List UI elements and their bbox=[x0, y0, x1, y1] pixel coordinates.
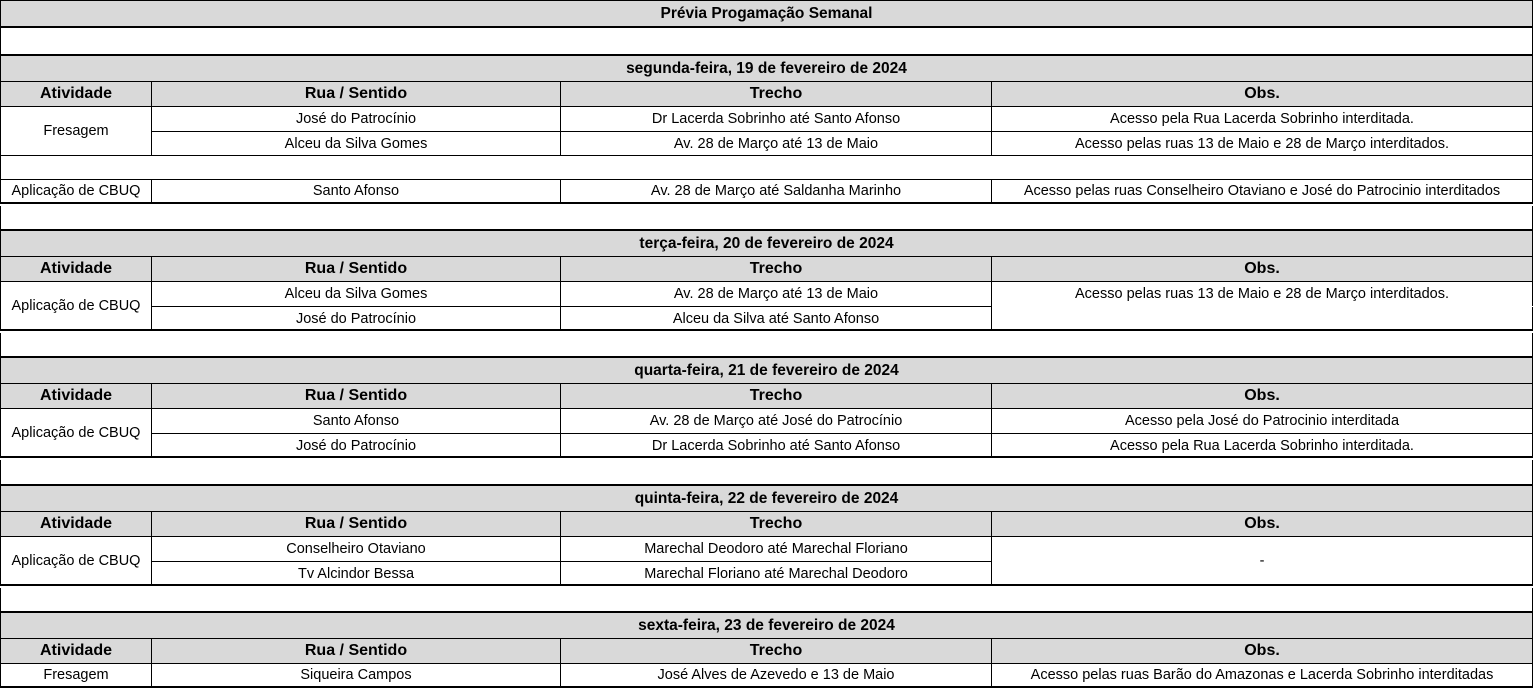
day-date: quinta-feira, 22 de fevereiro de 2024 bbox=[634, 489, 899, 507]
col-obs: Obs. bbox=[992, 512, 1533, 536]
trecho-cell: Av. 28 de Março até 13 de Maio bbox=[561, 282, 992, 306]
table-row bbox=[0, 107, 1533, 131]
column-header-row bbox=[0, 639, 1533, 664]
obs-cell bbox=[992, 307, 1533, 331]
column-header-row bbox=[0, 82, 1533, 107]
col-trecho: Trecho bbox=[561, 512, 992, 536]
col-obs: Obs. bbox=[992, 639, 1533, 663]
col-trecho: Trecho bbox=[561, 257, 992, 281]
obs-cell: Acesso pelas ruas 13 de Maio e 28 de Março interditados. bbox=[992, 132, 1533, 156]
col-trecho: Trecho bbox=[561, 82, 992, 106]
col-rua: Rua / Sentido bbox=[152, 82, 561, 106]
table-row bbox=[0, 282, 1533, 306]
table-row bbox=[0, 434, 1533, 458]
table-row bbox=[0, 537, 1533, 561]
col-rua: Rua / Sentido bbox=[152, 639, 561, 663]
activity-cell: Fresagem bbox=[0, 664, 152, 686]
table-row bbox=[0, 409, 1533, 433]
spacer-row bbox=[0, 156, 1533, 180]
trecho-cell: Marechal Deodoro até Marechal Floriano bbox=[561, 537, 992, 561]
obs-merged-cell: - bbox=[992, 537, 1533, 584]
obs-cell: Acesso pelas ruas 13 de Maio e 28 de Março interditados. bbox=[992, 282, 1533, 306]
day-header bbox=[0, 611, 1533, 639]
rua-cell: Siqueira Campos bbox=[152, 664, 561, 686]
day-header bbox=[0, 356, 1533, 384]
trecho-cell: José Alves de Azevedo e 13 de Maio bbox=[561, 664, 992, 686]
col-obs: Obs. bbox=[992, 257, 1533, 281]
col-rua: Rua / Sentido bbox=[152, 384, 561, 408]
col-atividade: Atividade bbox=[0, 384, 152, 408]
rua-cell: Santo Afonso bbox=[152, 180, 561, 202]
column-header-row bbox=[0, 257, 1533, 282]
activity-cell: Aplicação de CBUQ bbox=[0, 409, 152, 456]
obs-cell: Acesso pela Rua Lacerda Sobrinho interditada. bbox=[992, 107, 1533, 131]
col-obs: Obs. bbox=[992, 82, 1533, 106]
rua-cell: José do Patrocínio bbox=[152, 307, 561, 331]
spacer-row bbox=[0, 28, 1533, 54]
day-header bbox=[0, 484, 1533, 512]
spacer-row bbox=[0, 460, 1533, 484]
rua-cell: José do Patrocínio bbox=[152, 107, 561, 131]
rua-cell: Conselheiro Otaviano bbox=[152, 537, 561, 561]
col-trecho: Trecho bbox=[561, 384, 992, 408]
col-obs: Obs. bbox=[992, 384, 1533, 408]
col-atividade: Atividade bbox=[0, 512, 152, 536]
rua-cell: José do Patrocínio bbox=[152, 434, 561, 458]
table-row bbox=[0, 307, 1533, 331]
activity-cell: Aplicação de CBUQ bbox=[0, 180, 152, 202]
trecho-cell: Dr Lacerda Sobrinho até Santo Afonso bbox=[561, 107, 992, 131]
day-date: segunda-feira, 19 de fevereiro de 2024 bbox=[626, 59, 907, 77]
rua-cell: Santo Afonso bbox=[152, 409, 561, 433]
day-date: quarta-feira, 21 de fevereiro de 2024 bbox=[634, 361, 899, 379]
trecho-cell: Av. 28 de Março até Saldanha Marinho bbox=[561, 180, 992, 202]
column-header-row bbox=[0, 384, 1533, 409]
trecho-cell: Marechal Floriano até Marechal Deodoro bbox=[561, 562, 992, 586]
page-title: Prévia Progamação Semanal bbox=[660, 4, 873, 22]
obs-cell: Acesso pelas ruas Conselheiro Otaviano e José do Patrocinio interditados bbox=[992, 180, 1533, 202]
day-header bbox=[0, 54, 1533, 82]
trecho-cell: Av. 28 de Março até 13 de Maio bbox=[561, 132, 992, 156]
col-atividade: Atividade bbox=[0, 257, 152, 281]
obs-cell: Acesso pela José do Patrocinio interditada bbox=[992, 409, 1533, 433]
activity-cell: Fresagem bbox=[0, 107, 152, 155]
rua-cell: Alceu da Silva Gomes bbox=[152, 132, 561, 156]
activity-cell: Aplicação de CBUQ bbox=[0, 282, 152, 329]
col-atividade: Atividade bbox=[0, 82, 152, 106]
spacer-row bbox=[0, 588, 1533, 611]
trecho-cell: Av. 28 de Março até José do Patrocínio bbox=[561, 409, 992, 433]
page-title-band bbox=[0, 0, 1533, 28]
spacer-row bbox=[0, 333, 1533, 356]
obs-cell: Acesso pelas ruas Barão do Amazonas e Lacerda Sobrinho interditadas bbox=[992, 664, 1533, 686]
day-date: sexta-feira, 23 de fevereiro de 2024 bbox=[638, 616, 895, 634]
table-row bbox=[0, 180, 1533, 204]
rua-cell: Tv Alcindor Bessa bbox=[152, 562, 561, 586]
table-row bbox=[0, 132, 1533, 156]
col-trecho: Trecho bbox=[561, 639, 992, 663]
column-header-row bbox=[0, 512, 1533, 537]
day-header bbox=[0, 229, 1533, 257]
col-rua: Rua / Sentido bbox=[152, 257, 561, 281]
rua-cell: Alceu da Silva Gomes bbox=[152, 282, 561, 306]
col-atividade: Atividade bbox=[0, 639, 152, 663]
col-rua: Rua / Sentido bbox=[152, 512, 561, 536]
trecho-cell: Dr Lacerda Sobrinho até Santo Afonso bbox=[561, 434, 992, 458]
table-row bbox=[0, 664, 1533, 688]
activity-cell: Aplicação de CBUQ bbox=[0, 537, 152, 584]
day-date: terça-feira, 20 de fevereiro de 2024 bbox=[639, 234, 894, 252]
table-row bbox=[0, 562, 1533, 586]
obs-cell: Acesso pela Rua Lacerda Sobrinho interditada. bbox=[992, 434, 1533, 458]
trecho-cell: Alceu da Silva até Santo Afonso bbox=[561, 307, 992, 331]
spacer-row bbox=[0, 206, 1533, 229]
